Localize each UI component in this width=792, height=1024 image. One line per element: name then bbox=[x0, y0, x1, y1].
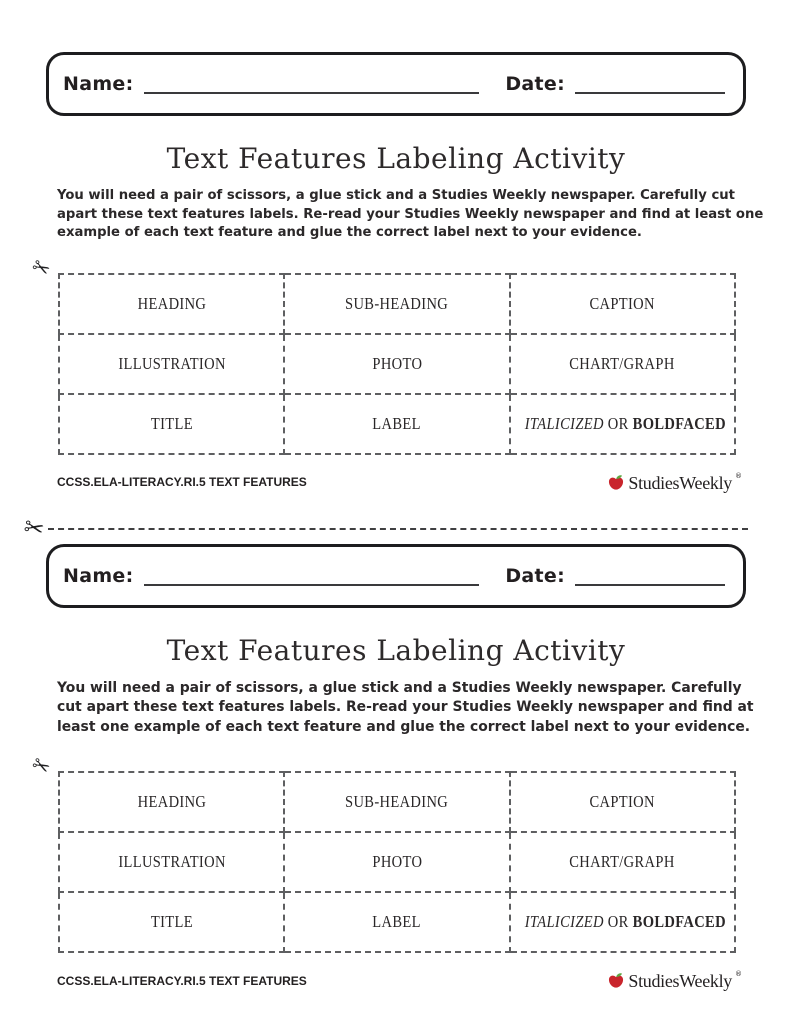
worksheet-copy-1 bbox=[27, 52, 764, 493]
grid-row bbox=[59, 832, 735, 892]
ccss-standard: CCSS.ELA-LITERACY.RI.5 TEXT FEATURES bbox=[57, 475, 307, 489]
grid-cell-italicized-boldfaced bbox=[510, 892, 735, 952]
grid-cell-label: LABEL bbox=[284, 892, 509, 952]
grid-cell-heading: HEADING bbox=[59, 772, 284, 832]
italicized-text: ITALICIZED bbox=[524, 413, 604, 433]
labels-grid bbox=[58, 771, 736, 953]
labels-grid-section bbox=[27, 751, 746, 953]
scissors-icon: ✂ bbox=[27, 252, 55, 283]
labels-grid bbox=[58, 273, 736, 455]
brand-name: StudiesWeekly bbox=[628, 971, 732, 991]
scissors-icon: ✂ bbox=[21, 511, 47, 544]
instruction-line: You will need a pair of scissors, a glue stick and a Studies Weekly newspaper. Carefully bbox=[57, 679, 742, 696]
grid-cell-illustration: ILLUSTRATION bbox=[59, 832, 284, 892]
boldfaced-text: BOLDFACED bbox=[632, 912, 726, 931]
grid-row bbox=[59, 772, 735, 832]
name-line bbox=[144, 566, 480, 586]
instructions bbox=[46, 679, 754, 738]
brand-logo bbox=[607, 473, 742, 492]
apple-icon bbox=[607, 971, 625, 990]
grid-cell-photo: PHOTO bbox=[284, 832, 509, 892]
grid-row bbox=[59, 274, 735, 334]
grid-cell-chart-graph: CHART/GRAPH bbox=[510, 334, 735, 394]
date-label: Date: bbox=[505, 564, 565, 587]
instruction-line: You will need a pair of scissors, a glue stick and a Studies Weekly newspaper. Carefully cut bbox=[57, 188, 735, 203]
name-line bbox=[144, 74, 480, 94]
worksheet-title: Text Features Labeling Activity bbox=[166, 142, 626, 175]
apple-icon bbox=[607, 473, 625, 492]
grid-row bbox=[59, 334, 735, 394]
brand-name: StudiesWeekly bbox=[628, 472, 732, 493]
instruction-line: apart these text features labels. Re-read your Studies Weekly newspaper and find at least one bbox=[57, 206, 764, 222]
grid-cell-heading: HEADING bbox=[59, 274, 284, 334]
grid-row bbox=[59, 892, 735, 952]
grid-row bbox=[59, 394, 735, 454]
date-line bbox=[575, 566, 725, 586]
worksheet-page bbox=[21, 0, 764, 991]
grid-cell-illustration: ILLUSTRATION bbox=[59, 334, 284, 394]
italicized-text: ITALICIZED bbox=[524, 912, 604, 931]
labels-grid-section bbox=[27, 252, 746, 455]
footer bbox=[46, 473, 746, 492]
grid-cell-title: TITLE bbox=[59, 394, 284, 454]
or-text: OR bbox=[603, 413, 633, 433]
grid-cell-caption: CAPTION bbox=[510, 274, 735, 334]
instructions bbox=[46, 187, 764, 243]
brand-logo bbox=[607, 971, 742, 990]
grid-cell-title: TITLE bbox=[59, 892, 284, 952]
instruction-line: least one example of each text feature and glue the correct label next to your evidence. bbox=[57, 718, 751, 735]
registered-mark: ® bbox=[735, 970, 742, 978]
grid-cell-subheading: SUB-HEADING bbox=[284, 772, 509, 832]
grid-cell-subheading: SUB-HEADING bbox=[284, 274, 509, 334]
boldfaced-text: BOLDFACED bbox=[632, 413, 726, 433]
worksheet-copy-2 bbox=[27, 544, 754, 991]
name-label: Name: bbox=[63, 73, 134, 95]
registered-mark: ® bbox=[735, 471, 742, 480]
name-date-box bbox=[46, 544, 746, 608]
grid-cell-photo: PHOTO bbox=[284, 334, 509, 394]
worksheet-title: Text Features Labeling Activity bbox=[166, 633, 626, 667]
grid-cell-italicized-boldfaced bbox=[510, 394, 735, 454]
scissors-icon: ✂ bbox=[27, 751, 55, 781]
grid-cell-label: LABEL bbox=[284, 394, 509, 454]
ccss-standard: CCSS.ELA-LITERACY.RI.5 TEXT FEATURES bbox=[57, 973, 307, 988]
footer bbox=[46, 971, 746, 990]
date-line bbox=[575, 74, 725, 94]
or-text: OR bbox=[603, 912, 633, 931]
grid-cell-caption: CAPTION bbox=[510, 772, 735, 832]
cut-divider bbox=[21, 511, 746, 544]
date-label: Date: bbox=[505, 73, 565, 95]
instruction-line: cut apart these text features labels. Re-read your Studies Weekly newspaper and find at bbox=[57, 699, 754, 715]
name-date-box bbox=[46, 52, 746, 116]
name-label: Name: bbox=[63, 564, 134, 587]
grid-cell-chart-graph: CHART/GRAPH bbox=[510, 832, 735, 892]
divider-line bbox=[48, 528, 748, 530]
instruction-line: example of each text feature and glue the correct label next to your evidence. bbox=[57, 225, 642, 240]
